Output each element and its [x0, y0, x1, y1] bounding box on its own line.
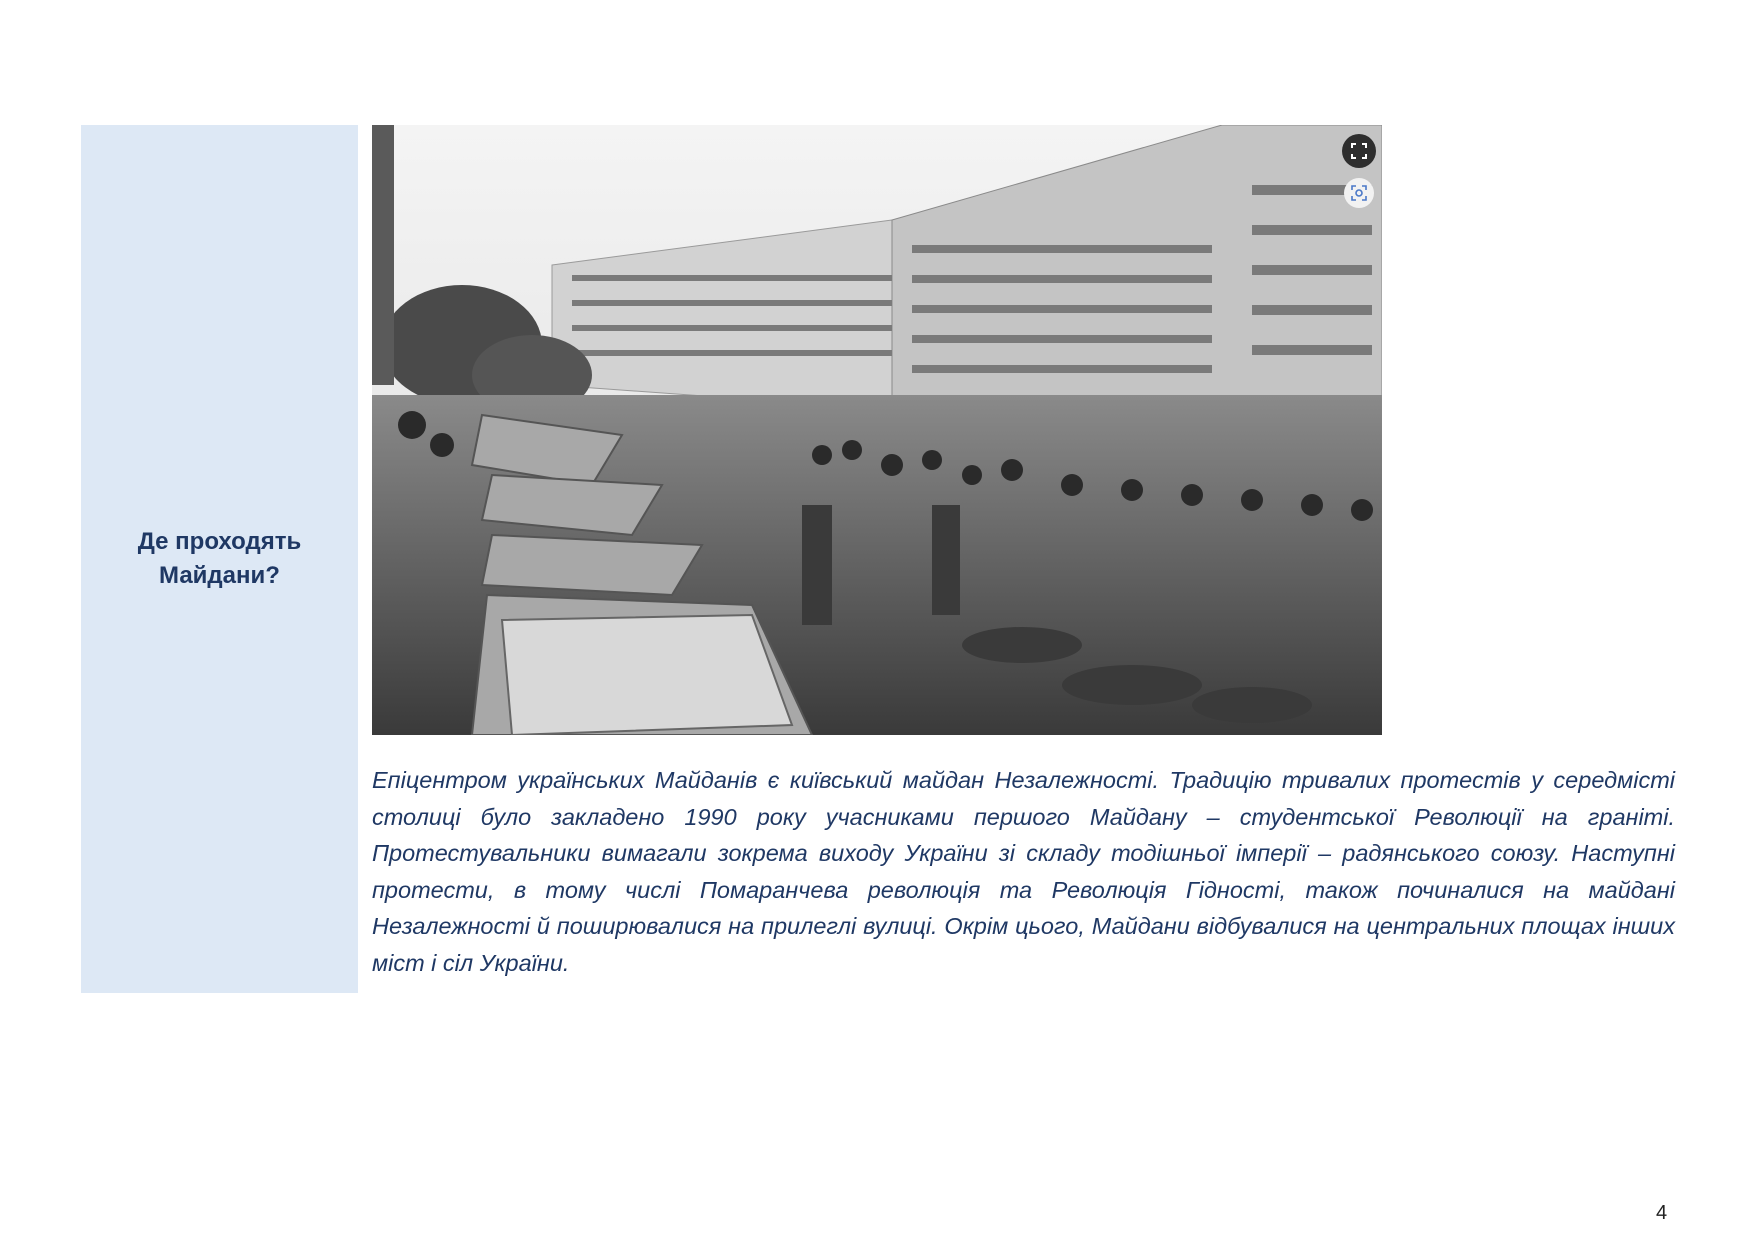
body-paragraph: Епіцентром українських Майданів є київський майдан Незалежності. Традицію тривалих протестів у середмісті столиці було закладено 1990 року учасниками першого Майдану – студентської Революції на граніті. Протестувальники вимагали зокрема виходу України зі складу тодішньої імперії – радянського союзу. Наступні протести, в тому числі Помаранчева революція та Революція Гідності, також починалися на майдані Незалежності й поширювалися на прилеглі вулиці. Окрім цього, Майдани відбувалися на центральних площах інших міст і сіл України. [372, 767, 1675, 976]
visual-search-icon [1350, 184, 1368, 202]
page-number: 4 [1656, 1202, 1668, 1224]
expand-icon [1351, 143, 1367, 159]
visual-search-button[interactable] [1344, 178, 1374, 208]
protest-photo [372, 125, 1382, 735]
sidebar-panel [81, 125, 358, 993]
expand-image-button[interactable] [1342, 134, 1376, 168]
photo-illustration [372, 125, 1382, 735]
section-heading: Де проходять Майдани? [137, 528, 302, 589]
